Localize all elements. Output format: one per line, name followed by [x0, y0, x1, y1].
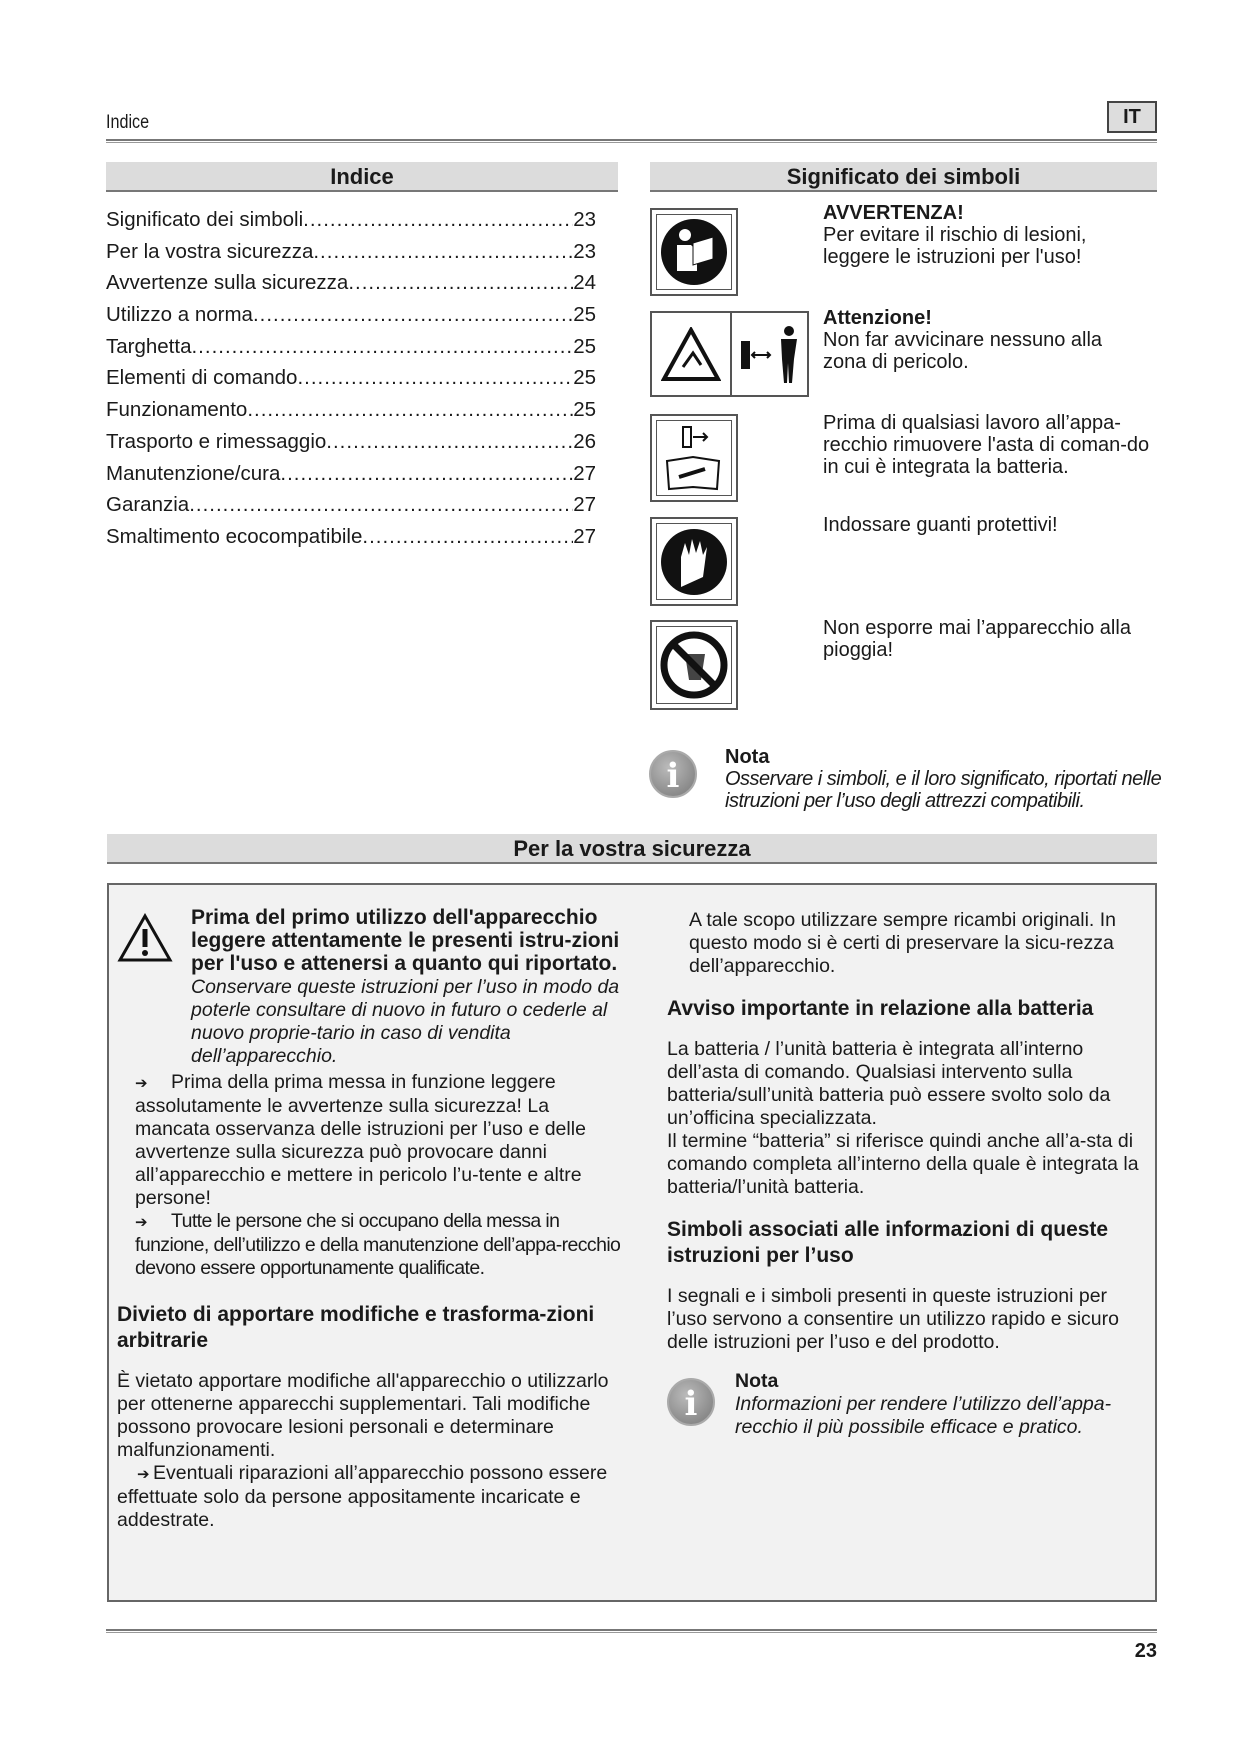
- read-manual-icon: [650, 208, 738, 296]
- note-title: Nota: [735, 1370, 779, 1392]
- toc-page: 23: [573, 239, 596, 263]
- battery-text: La batteria / l’unità batteria è integrata all’interno dell’asta di comando. Qualsiasi intervento sulla batteria/sull’unità batteria può essere svolto solo da un’officina specializzata.: [667, 1038, 1111, 1129]
- bullet-text: Prima della prima messa in funzione leggere assolutamente le avvertenze sulla sicurezza! La mancata osservanza delle istruzioni per l’uso e delle avvertenze sulla sicurezza può provocare danni all’apparecchio e mettere in pericolo l’u-tente e altre persone!: [135, 1071, 586, 1209]
- no-rain-icon: [650, 620, 738, 710]
- toc-leader: [362, 521, 573, 553]
- toc-label: Significato dei simboli: [106, 208, 304, 231]
- bullet-3: [117, 1462, 627, 1532]
- toc-page: 25: [573, 398, 596, 422]
- toc-item[interactable]: [106, 299, 596, 331]
- toc-page: 25: [573, 334, 596, 358]
- battery-text-2: Il termine “batteria” si riferisce quindi anche all’a-sta di comando completa all’interno della quale è integrata la batteria/l’unità batteria.: [667, 1130, 1139, 1198]
- modifications-section: [117, 1302, 627, 1532]
- toc-label: Per la vostra sicurezza: [106, 239, 314, 263]
- toc-item[interactable]: [106, 426, 596, 458]
- toc-label: Trasporto e rimessaggio: [106, 429, 327, 453]
- header-rule: [106, 139, 1157, 143]
- note-text: Informazioni per rendere l’utilizzo dell’appa-recchio il più possibile efficace e pratico.: [735, 1393, 1112, 1438]
- bullet-2: [135, 1210, 625, 1280]
- toc-page: 24: [573, 271, 596, 295]
- symbols-info-heading: Simboli associati alle informazioni di queste istruzioni per l’uso: [667, 1218, 1109, 1267]
- page-number: 23: [1134, 1640, 1157, 1662]
- safety-title: Per la vostra sicurezza: [107, 834, 1157, 864]
- remove-battery-icon: [650, 414, 738, 502]
- toc-leader: [191, 331, 573, 363]
- toc-leader: [189, 489, 573, 521]
- symbol-desc: Non far avvicinare nessuno alla zona di pericolo.: [823, 329, 1103, 373]
- bullet-text: Eventuali riparazioni all’apparecchio possono essere effettuate solo da persone appositamente incaricate e addestrate.: [117, 1462, 608, 1531]
- note-title: Nota: [725, 746, 770, 768]
- toc-label: Manutenzione/cura: [106, 461, 281, 485]
- modifications-heading: Divieto di apportare modifiche e trasforma-zioni arbitrarie: [117, 1303, 595, 1352]
- toc-item[interactable]: [106, 331, 596, 363]
- toc-page: 26: [573, 429, 596, 453]
- symbol-text-3: Prima di qualsiasi lavoro all’appa-recchio rimuovere l'asta di coman-do in cui è integrata la batteria.: [823, 412, 1150, 478]
- toc-leader: [313, 236, 573, 268]
- bullet-1: [135, 1071, 625, 1210]
- battery-heading: Avviso importante in relazione alla batteria: [667, 997, 1094, 1020]
- toc-label: Smaltimento ecocompatibile: [106, 524, 363, 548]
- toc-item[interactable]: [106, 489, 596, 521]
- symbol-text-2: [823, 307, 1143, 373]
- toc-label: Elementi di comando: [106, 366, 298, 390]
- safety-box: [107, 883, 1157, 1602]
- toc-item[interactable]: [106, 362, 596, 394]
- symbol-desc: Per evitare il rischio di lesioni, leggere le istruzioni per l'uso!: [823, 224, 1087, 268]
- toc-label: Funzionamento: [106, 398, 248, 422]
- safety-left-col: [135, 1071, 625, 1280]
- spare-parts-text: A tale scopo utilizzare sempre ricambi originali. In questo modo si è certi di preservare la sicu-rezza dell’apparecchio.: [689, 909, 1117, 977]
- toc-label: Garanzia: [106, 493, 190, 517]
- info-icon: i: [649, 750, 697, 798]
- toc-item[interactable]: [106, 458, 596, 490]
- toc-item[interactable]: [106, 394, 596, 426]
- toc-leader: [280, 458, 573, 490]
- toc-page: 27: [573, 461, 596, 485]
- info-icon: i: [667, 1378, 715, 1426]
- toc-leader: [348, 267, 573, 299]
- keep-distance-icon: [650, 311, 809, 397]
- bullet-text: Tutte le persone che si occupano della messa in funzione, dell’utilizzo e della manutenzione dell’appa-recchio devono essere opportunamente qualificate.: [135, 1210, 621, 1279]
- symbol-text-5: Non esporre mai l’apparecchio alla pioggia!: [823, 617, 1131, 661]
- first-use-warning: [191, 907, 621, 1068]
- toc-leader: [303, 204, 573, 236]
- toc-label: Targhetta: [106, 334, 192, 358]
- symbol-text-1: [823, 202, 1153, 268]
- toc-item[interactable]: [106, 521, 596, 553]
- safety-right-col: [667, 909, 1152, 1439]
- toc-item[interactable]: [106, 204, 596, 236]
- toc-leader: [297, 362, 573, 394]
- symbol-heading: Attenzione!: [823, 307, 932, 329]
- symbols-title: Significato dei simboli: [650, 162, 1157, 192]
- toc-page: 27: [573, 524, 596, 548]
- symbol-text-4: Indossare guanti protettivi!: [823, 514, 1058, 536]
- toc-label: Avvertenze sulla sicurezza: [106, 271, 349, 295]
- symbols-note: [725, 746, 1165, 812]
- gloves-icon: [650, 517, 738, 606]
- toc-leader: [253, 299, 573, 331]
- symbols-info-text: I segnali e i simboli presenti in queste istruzioni per l’uso servono a consentire un utilizzo rapido e sicuro delle istruzioni per l’uso e del prodotto.: [667, 1285, 1119, 1353]
- toc-leader: [247, 394, 573, 426]
- warning-icon: [117, 913, 173, 968]
- toc-page: 23: [573, 208, 596, 231]
- toc-page: 25: [573, 366, 596, 390]
- arrow-icon: ➔: [135, 1214, 147, 1231]
- toc-label: Utilizzo a norma: [106, 303, 253, 327]
- toc-title: Indice: [106, 162, 618, 192]
- toc-leader: [326, 426, 573, 458]
- safety-note: [667, 1370, 1152, 1439]
- language-badge: IT: [1107, 101, 1157, 133]
- warning-italic: Conservare queste istruzioni per l’uso in modo da poterle consultare di nuovo in futuro o cederle al nuovo proprie-tario in caso di vendita dell’apparecchio.: [191, 976, 620, 1067]
- toc-item[interactable]: [106, 236, 596, 268]
- symbol-heading: AVVERTENZA!: [823, 202, 964, 224]
- toc-page: 25: [573, 303, 596, 327]
- arrow-icon: ➔: [135, 1075, 148, 1092]
- running-header: Indice: [106, 112, 150, 133]
- toc-item[interactable]: [106, 267, 596, 299]
- footer-rule: [106, 1629, 1157, 1633]
- warning-bold: Prima del primo utilizzo dell'apparecchio leggere attentamente le presenti istru-zioni per l'uso e attenersi a quanto qui riportato.: [191, 906, 620, 975]
- modifications-text: È vietato apportare modifiche all'apparecchio o utilizzarlo per ottenerne apparecchi supplementari. Tali modifiche possono provocare lesioni personali e determinare malfunzionamenti.: [117, 1370, 609, 1461]
- table-of-contents: [106, 204, 596, 553]
- toc-page: 27: [573, 493, 596, 517]
- arrow-icon: ➔: [137, 1466, 150, 1483]
- note-text: Osservare i simboli, e il loro significato, riportati nelle istruzioni per l’uso degli attrezzi compatibili.: [725, 768, 1162, 812]
